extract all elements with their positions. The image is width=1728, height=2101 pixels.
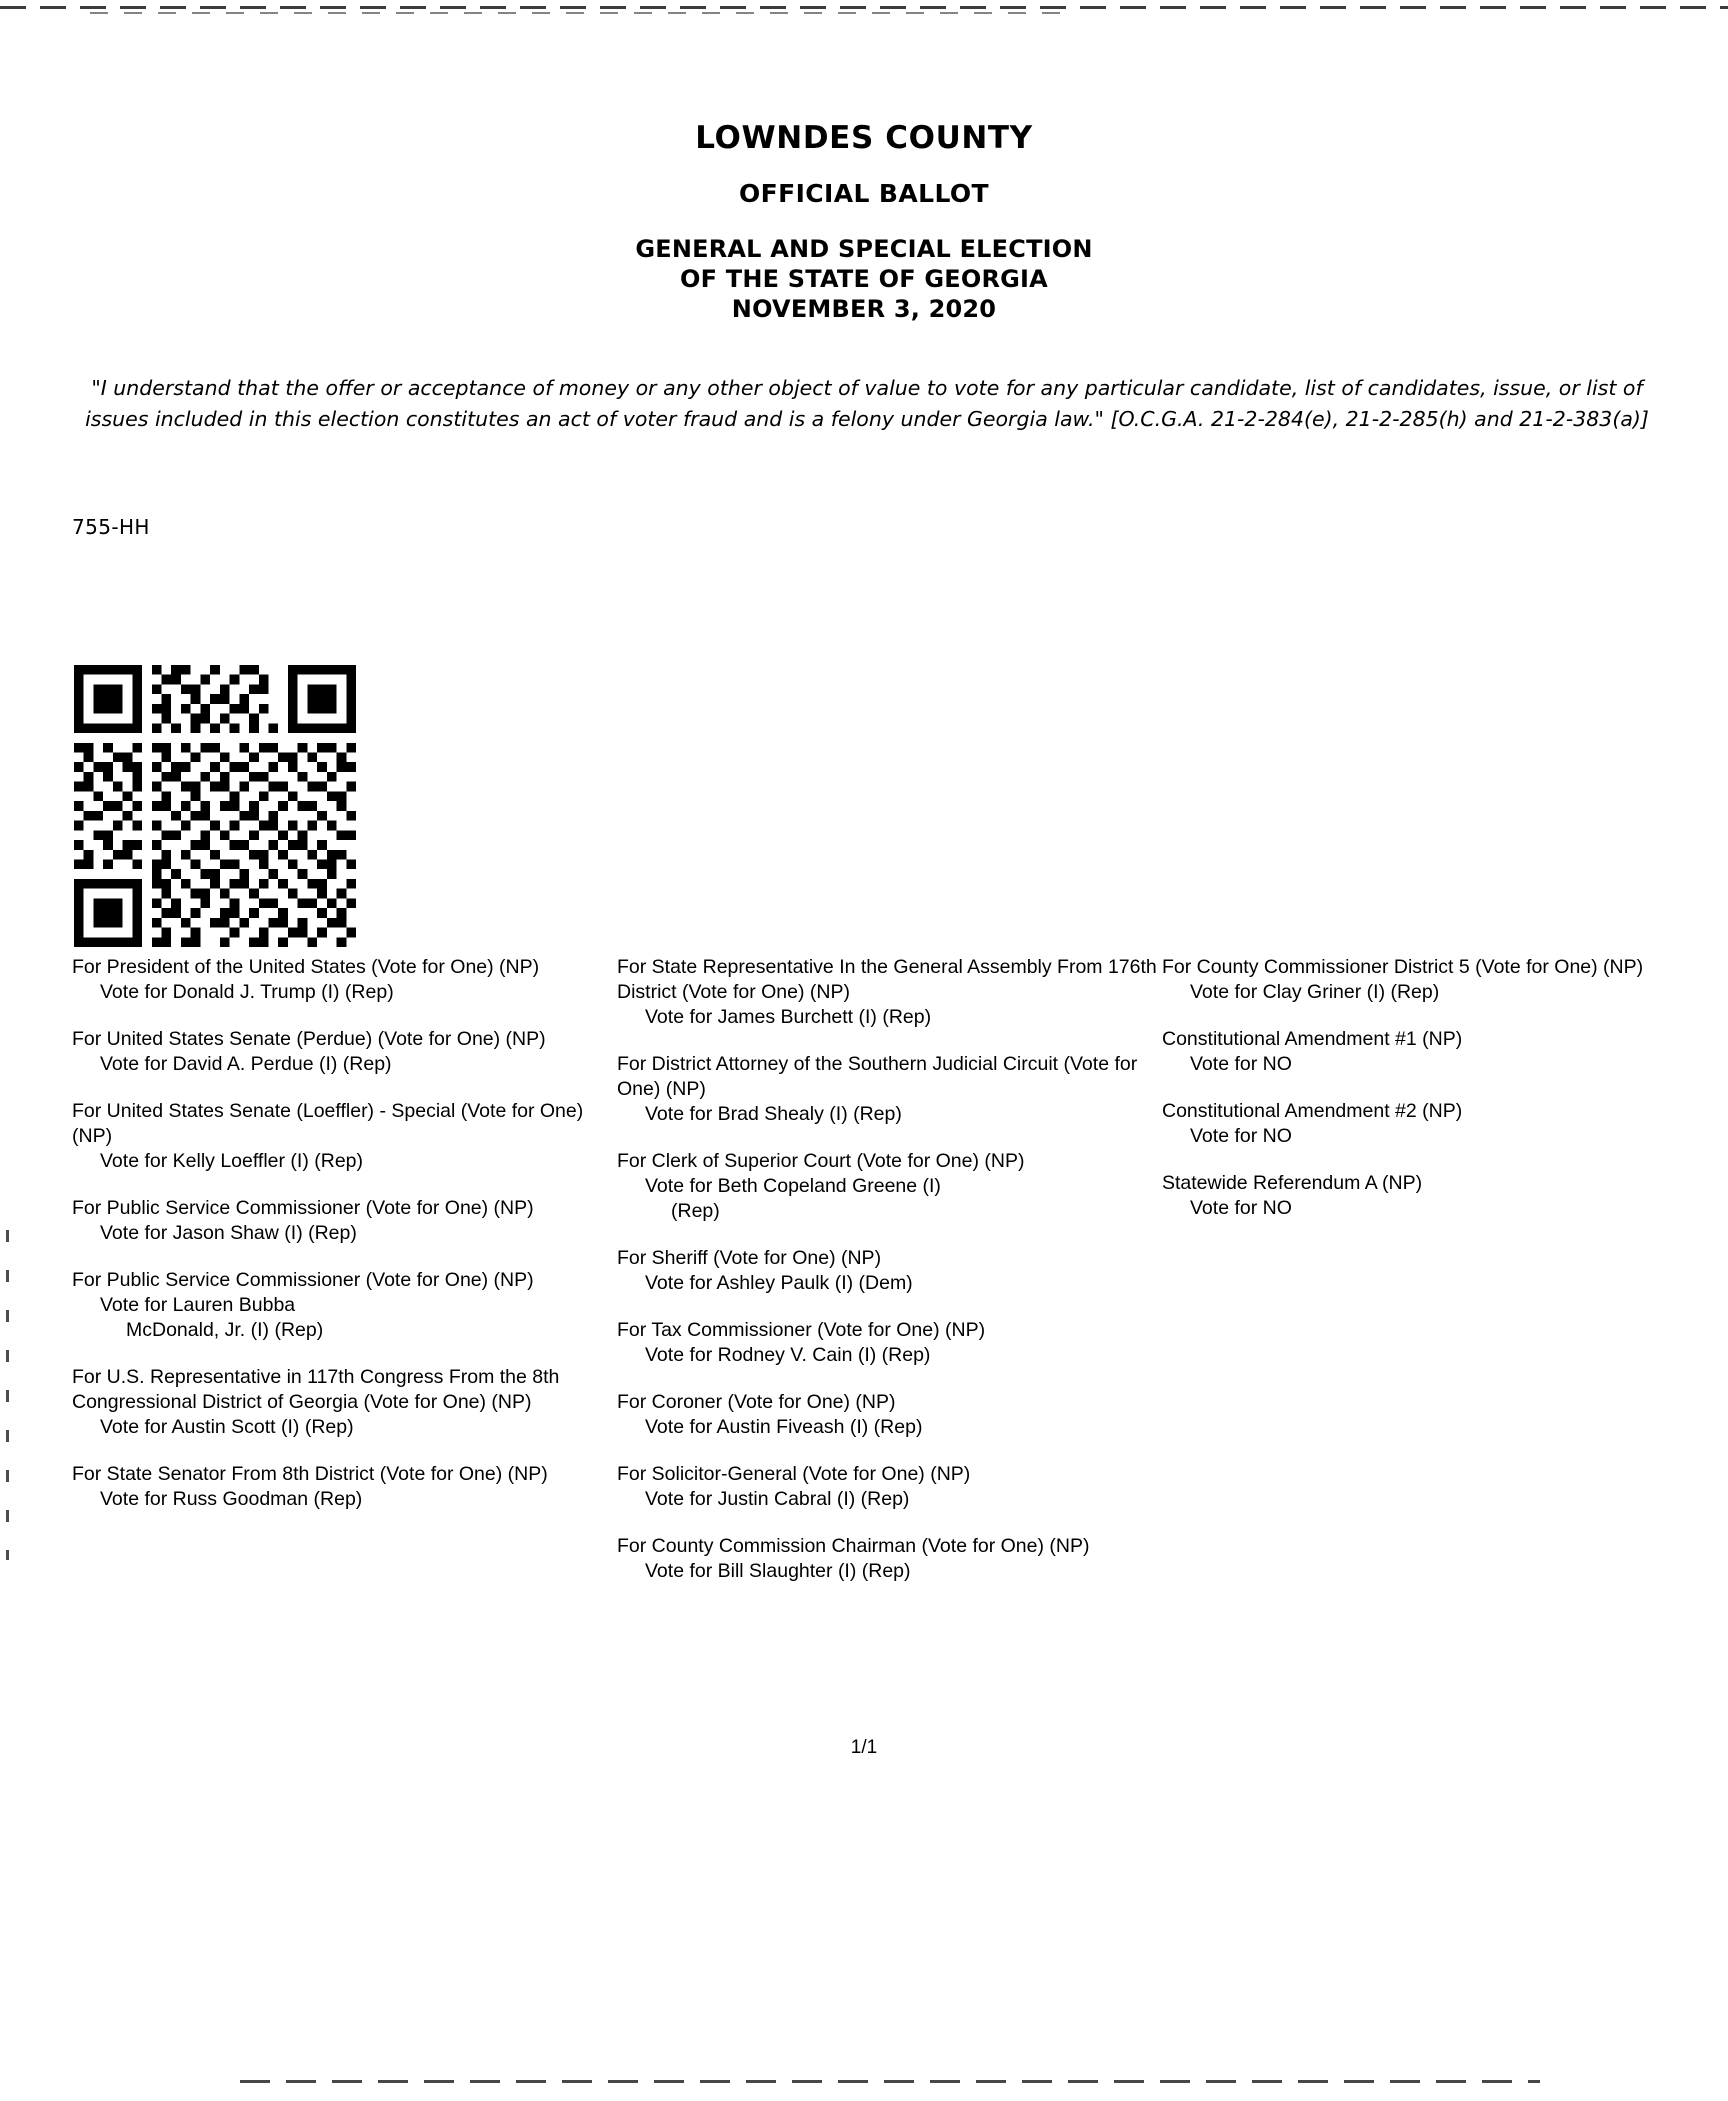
contest-choice: Vote for Kelly Loeffler (I) (Rep) xyxy=(100,1150,364,1172)
contest-block xyxy=(617,1534,1162,1584)
ballot-header xyxy=(0,118,1728,324)
scan-edge-bottom xyxy=(240,2080,1540,2083)
contest-choice-continued: (Rep) xyxy=(671,1200,720,1222)
contest-title: For Clerk of Superior Court (Vote for One) (NP) xyxy=(617,1150,1025,1172)
election-name-line2: OF THE STATE OF GEORGIA xyxy=(680,265,1048,293)
contest-block xyxy=(72,1196,602,1246)
county-title: LOWNDES COUNTY xyxy=(695,120,1033,156)
contest-choice: Vote for NO xyxy=(1190,1125,1292,1147)
contest-choice: Vote for Austin Scott (I) (Rep) xyxy=(100,1416,354,1438)
contest-block xyxy=(72,1027,602,1077)
contest-title: For Public Service Commissioner (Vote for One) (NP) xyxy=(72,1269,534,1291)
contest-choice: Vote for Bill Slaughter (I) (Rep) xyxy=(645,1560,911,1582)
contest-block xyxy=(72,1099,602,1174)
official-ballot-label: OFFICIAL BALLOT xyxy=(738,179,990,208)
contest-column-2 xyxy=(617,955,1162,1606)
contest-block xyxy=(1162,1171,1662,1221)
contest-block xyxy=(72,1365,602,1440)
contest-title: For Solicitor-General (Vote for One) (NP) xyxy=(617,1463,971,1485)
contest-title: For Tax Commissioner (Vote for One) (NP) xyxy=(617,1319,986,1341)
contest-block xyxy=(1162,1099,1662,1149)
contest-title: For State Representative In the General Assembly From 176th District (Vote for One) (NP) xyxy=(617,956,1157,1003)
contest-block xyxy=(72,955,602,1005)
contest-column-1 xyxy=(72,955,602,1534)
scan-edge-top-secondary xyxy=(90,12,1070,14)
contest-choice: Vote for Brad Shealy (I) (Rep) xyxy=(645,1103,902,1125)
contest-block xyxy=(72,1462,602,1512)
contest-block xyxy=(1162,955,1662,1005)
contest-title: For County Commission Chairman (Vote for One) (NP) xyxy=(617,1535,1090,1557)
contest-title: For U.S. Representative in 117th Congress From the 8th Congressional District of Georgia (Vote for One) (NP) xyxy=(72,1366,560,1413)
contest-choice: Vote for Donald J. Trump (I) (Rep) xyxy=(100,981,394,1003)
contest-block xyxy=(617,1318,1162,1368)
contest-title: For President of the United States (Vote for One) (NP) xyxy=(72,956,540,978)
scan-edge-left xyxy=(6,1230,9,1560)
scan-edge-top xyxy=(0,6,1728,9)
ballot-style-id: 755-HH xyxy=(72,515,150,539)
contest-choice: Vote for James Burchett (I) (Rep) xyxy=(645,1006,932,1028)
contest-title: For Coroner (Vote for One) (NP) xyxy=(617,1391,896,1413)
contest-choice: Vote for NO xyxy=(1190,1053,1292,1075)
contest-choice: Vote for Clay Griner (I) (Rep) xyxy=(1190,981,1440,1003)
contest-choice: Vote for Ashley Paulk (I) (Dem) xyxy=(645,1272,913,1294)
contest-choice: Vote for Justin Cabral (I) (Rep) xyxy=(645,1488,910,1510)
election-name-line1: GENERAL AND SPECIAL ELECTION xyxy=(635,235,1093,263)
contest-block xyxy=(617,1462,1162,1512)
page-number: 1/1 xyxy=(850,1737,878,1758)
contest-title: For United States Senate (Loeffler) - Special (Vote for One) (NP) xyxy=(72,1100,584,1147)
contest-title: For District Attorney of the Southern Judicial Circuit (Vote for One) (NP) xyxy=(617,1053,1138,1100)
contest-block xyxy=(617,1052,1162,1127)
contest-choice-continued: McDonald, Jr. (I) (Rep) xyxy=(126,1319,324,1341)
contest-choice: Vote for Rodney V. Cain (I) (Rep) xyxy=(645,1344,931,1366)
contest-block xyxy=(617,1390,1162,1440)
contest-title: Constitutional Amendment #1 (NP) xyxy=(1162,1028,1463,1050)
contest-block xyxy=(72,1268,602,1343)
contest-column-3 xyxy=(1162,955,1662,1243)
contest-title: For United States Senate (Perdue) (Vote for One) (NP) xyxy=(72,1028,546,1050)
contest-title: For County Commissioner District 5 (Vote for One) (NP) xyxy=(1162,956,1644,978)
contest-choice: Vote for Russ Goodman (Rep) xyxy=(100,1488,363,1510)
contest-choice: Vote for Beth Copeland Greene (I) xyxy=(645,1175,941,1197)
contest-block xyxy=(617,955,1162,1030)
ballot-qr-code xyxy=(74,665,356,947)
contest-choice: Vote for NO xyxy=(1190,1197,1292,1219)
contest-title: Constitutional Amendment #2 (NP) xyxy=(1162,1100,1463,1122)
contest-choice: Vote for Lauren Bubba xyxy=(100,1294,296,1316)
contest-block xyxy=(1162,1027,1662,1077)
contest-block xyxy=(617,1149,1162,1224)
contest-title: For State Senator From 8th District (Vote for One) (NP) xyxy=(72,1463,548,1485)
contest-title: For Sheriff (Vote for One) (NP) xyxy=(617,1247,882,1269)
contest-block xyxy=(617,1246,1162,1296)
contest-choice: Vote for Jason Shaw (I) (Rep) xyxy=(100,1222,357,1244)
contest-title: For Public Service Commissioner (Vote for One) (NP) xyxy=(72,1197,534,1219)
voter-oath-text: "I understand that the offer or acceptance of money or any other object of value to vote for any particular candidate, list of candidates, issue, or list of issues included in this election constitutes an act of voter fraud and is a felony under Georgia law." [O.C.G.A. 21-2-284(e), 21-2-285(h) and 21-2-383(a)] xyxy=(85,376,1649,431)
contest-choice: Vote for David A. Perdue (I) (Rep) xyxy=(100,1053,392,1075)
contest-choice: Vote for Austin Fiveash (I) (Rep) xyxy=(645,1416,923,1438)
contest-title: Statewide Referendum A (NP) xyxy=(1162,1172,1423,1194)
election-date: NOVEMBER 3, 2020 xyxy=(731,295,997,323)
